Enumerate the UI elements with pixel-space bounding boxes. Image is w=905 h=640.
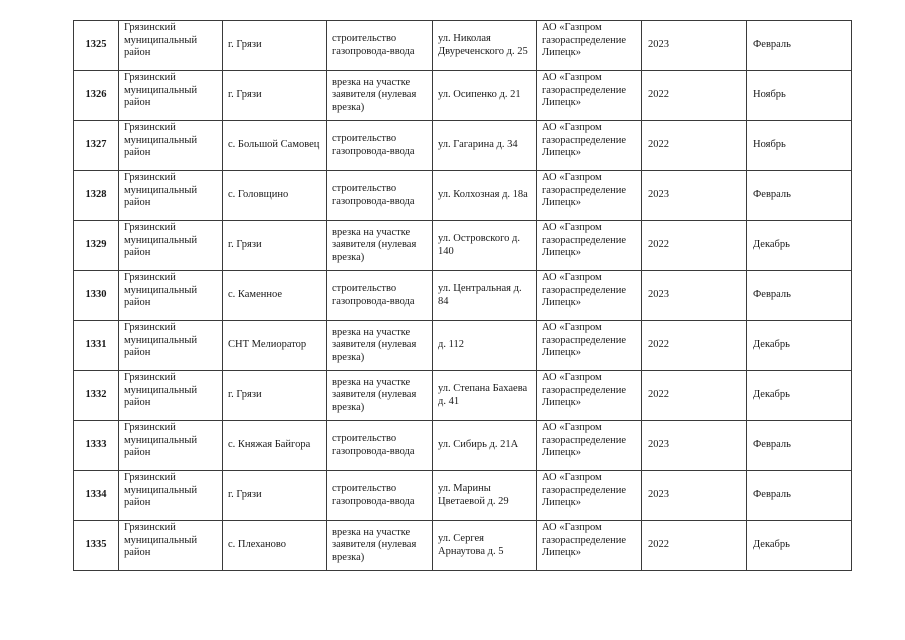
address-cell: ул. Марины Цветаевой д. 29 (433, 471, 537, 521)
year-cell: 2023 (642, 21, 747, 71)
month-cell: Февраль (747, 471, 852, 521)
month-cell: Февраль (747, 21, 852, 71)
organization-cell: АО «Газпром газораспределение Липецк» (537, 521, 642, 571)
locality-cell: г. Грязи (223, 221, 327, 271)
year-cell: 2022 (642, 71, 747, 121)
month-cell: Ноябрь (747, 121, 852, 171)
table-row (74, 471, 852, 521)
locality-cell: с. Большой Самовец (223, 121, 327, 171)
month-cell: Ноябрь (747, 71, 852, 121)
locality-cell: г. Грязи (223, 71, 327, 121)
locality-cell: г. Грязи (223, 471, 327, 521)
table-row (74, 271, 852, 321)
work-type-cell: строительство газопровода-ввода (327, 271, 433, 321)
work-type-cell: врезка на участке заявителя (нулевая врезка) (327, 371, 433, 421)
district-cell: Грязинский муниципальный район (119, 171, 223, 221)
month-cell: Февраль (747, 271, 852, 321)
locality-cell: г. Грязи (223, 21, 327, 71)
address-cell: ул. Сибирь д. 21А (433, 421, 537, 471)
work-type-cell: врезка на участке заявителя (нулевая врезка) (327, 71, 433, 121)
row-number-cell: 1327 (74, 121, 119, 171)
locality-cell: с. Головщино (223, 171, 327, 221)
address-cell: ул. Сергея Арнаутова д. 5 (433, 521, 537, 571)
address-cell: д. 112 (433, 321, 537, 371)
month-cell: Декабрь (747, 371, 852, 421)
work-type-cell: врезка на участке заявителя (нулевая врезка) (327, 221, 433, 271)
table-row (74, 521, 852, 571)
work-type-cell: строительство газопровода-ввода (327, 471, 433, 521)
district-cell: Грязинский муниципальный район (119, 321, 223, 371)
table-row (74, 71, 852, 121)
row-number-cell: 1335 (74, 521, 119, 571)
year-cell: 2022 (642, 321, 747, 371)
organization-cell: АО «Газпром газораспределение Липецк» (537, 271, 642, 321)
row-number-cell: 1330 (74, 271, 119, 321)
year-cell: 2022 (642, 121, 747, 171)
address-cell: ул. Островского д. 140 (433, 221, 537, 271)
work-type-cell: врезка на участке заявителя (нулевая врезка) (327, 521, 433, 571)
organization-cell: АО «Газпром газораспределение Липецк» (537, 421, 642, 471)
organization-cell: АО «Газпром газораспределение Липецк» (537, 221, 642, 271)
row-number-cell: 1332 (74, 371, 119, 421)
organization-cell: АО «Газпром газораспределение Липецк» (537, 471, 642, 521)
year-cell: 2022 (642, 221, 747, 271)
locality-cell: СНТ Мелиоратор (223, 321, 327, 371)
work-type-cell: строительство газопровода-ввода (327, 421, 433, 471)
organization-cell: АО «Газпром газораспределение Липецк» (537, 71, 642, 121)
month-cell: Февраль (747, 421, 852, 471)
address-cell: ул. Гагарина д. 34 (433, 121, 537, 171)
row-number-cell: 1326 (74, 71, 119, 121)
work-type-cell: строительство газопровода-ввода (327, 171, 433, 221)
month-cell: Февраль (747, 171, 852, 221)
row-number-cell: 1325 (74, 21, 119, 71)
month-cell: Декабрь (747, 221, 852, 271)
table-row (74, 21, 852, 71)
table-row (74, 421, 852, 471)
work-type-cell: врезка на участке заявителя (нулевая врезка) (327, 321, 433, 371)
organization-cell: АО «Газпром газораспределение Липецк» (537, 121, 642, 171)
row-number-cell: 1328 (74, 171, 119, 221)
table-row (74, 221, 852, 271)
year-cell: 2023 (642, 471, 747, 521)
year-cell: 2022 (642, 371, 747, 421)
organization-cell: АО «Газпром газораспределение Липецк» (537, 171, 642, 221)
row-number-cell: 1329 (74, 221, 119, 271)
address-cell: ул. Колхозная д. 18а (433, 171, 537, 221)
organization-cell: АО «Газпром газораспределение Липецк» (537, 321, 642, 371)
address-cell: ул. Николая Двуреченского д. 25 (433, 21, 537, 71)
table-row (74, 321, 852, 371)
table-row (74, 371, 852, 421)
address-cell: ул. Осипенко д. 21 (433, 71, 537, 121)
address-cell: ул. Центральная д. 84 (433, 271, 537, 321)
district-cell: Грязинский муниципальный район (119, 371, 223, 421)
district-cell: Грязинский муниципальный район (119, 421, 223, 471)
work-type-cell: строительство газопровода-ввода (327, 121, 433, 171)
district-cell: Грязинский муниципальный район (119, 121, 223, 171)
locality-cell: г. Грязи (223, 371, 327, 421)
year-cell: 2023 (642, 271, 747, 321)
year-cell: 2023 (642, 421, 747, 471)
district-cell: Грязинский муниципальный район (119, 521, 223, 571)
locality-cell: с. Каменное (223, 271, 327, 321)
row-number-cell: 1334 (74, 471, 119, 521)
year-cell: 2023 (642, 171, 747, 221)
organization-cell: АО «Газпром газораспределение Липецк» (537, 371, 642, 421)
district-cell: Грязинский муниципальный район (119, 21, 223, 71)
row-number-cell: 1333 (74, 421, 119, 471)
month-cell: Декабрь (747, 521, 852, 571)
table-row (74, 121, 852, 171)
row-number-cell: 1331 (74, 321, 119, 371)
address-cell: ул. Степана Бахаева д. 41 (433, 371, 537, 421)
district-cell: Грязинский муниципальный район (119, 471, 223, 521)
gasification-schedule-table (73, 20, 852, 571)
locality-cell: с. Княжая Байгора (223, 421, 327, 471)
work-type-cell: строительство газопровода-ввода (327, 21, 433, 71)
organization-cell: АО «Газпром газораспределение Липецк» (537, 21, 642, 71)
table-body (74, 21, 852, 571)
locality-cell: с. Плеханово (223, 521, 327, 571)
year-cell: 2022 (642, 521, 747, 571)
month-cell: Декабрь (747, 321, 852, 371)
district-cell: Грязинский муниципальный район (119, 271, 223, 321)
table-row (74, 171, 852, 221)
district-cell: Грязинский муниципальный район (119, 221, 223, 271)
district-cell: Грязинский муниципальный район (119, 71, 223, 121)
